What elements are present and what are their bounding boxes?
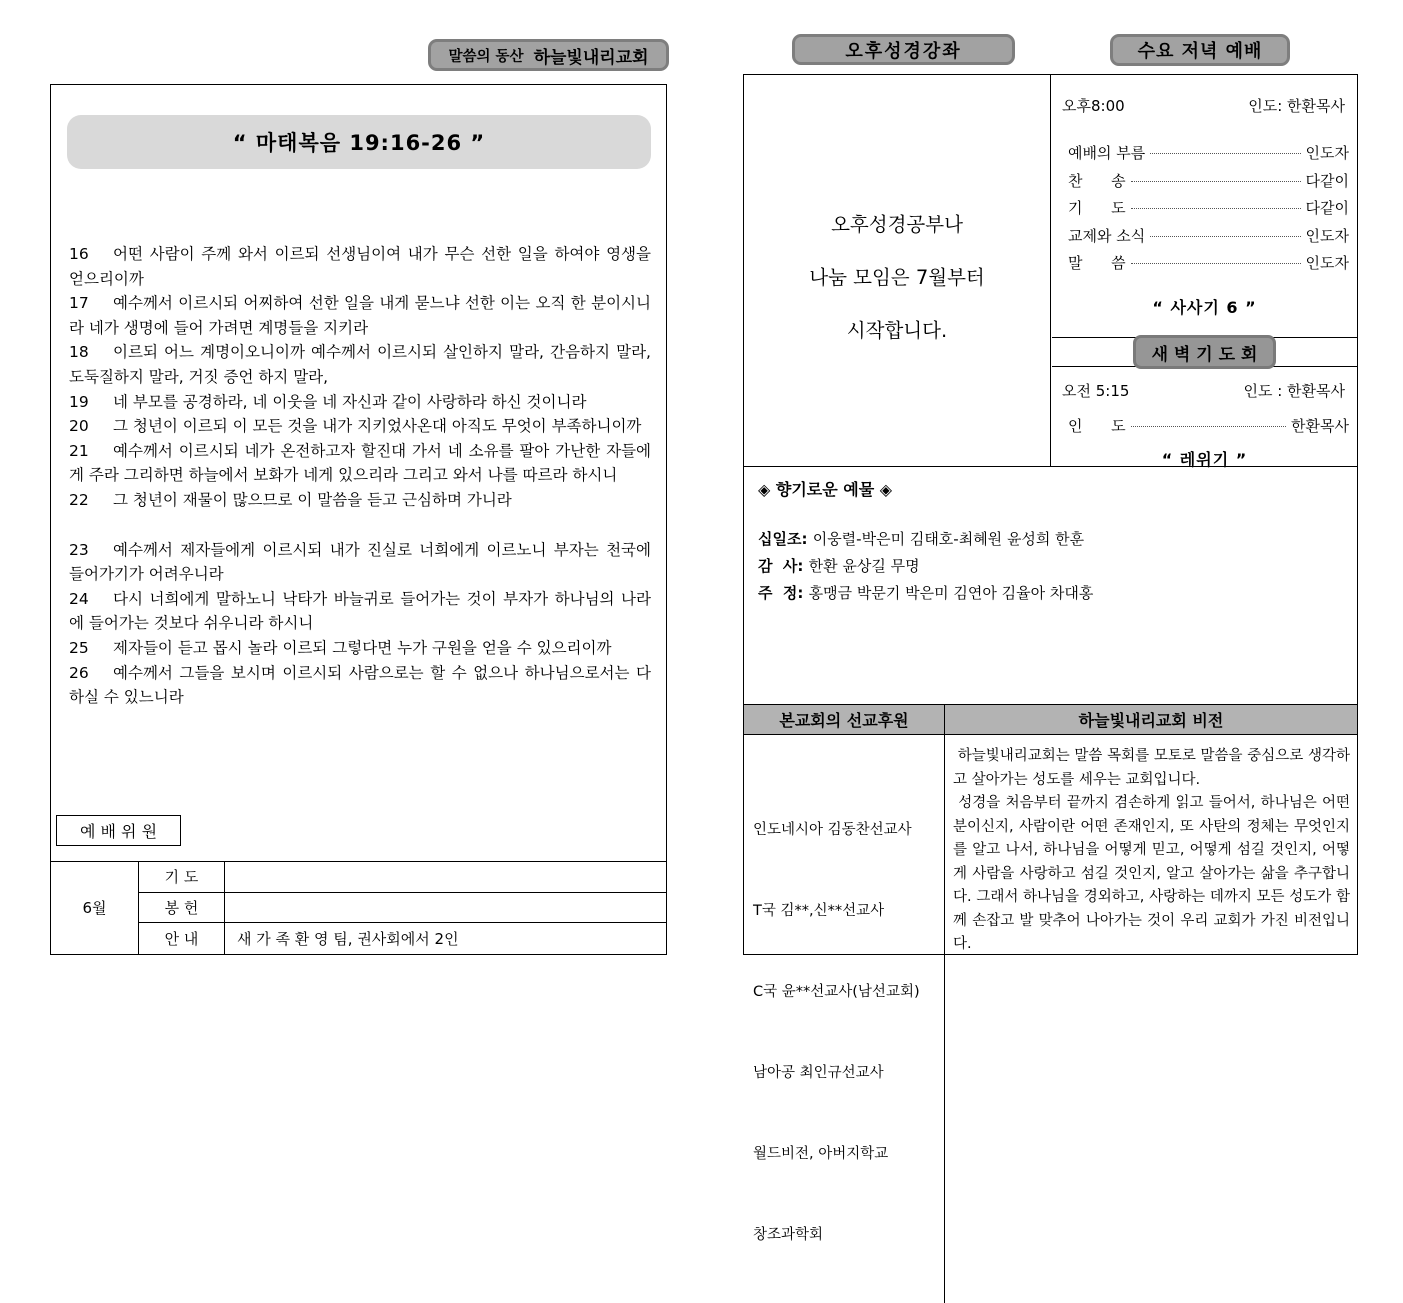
mission-item-6: 창조과학회: [753, 1227, 824, 1243]
verse-20: 20 그 청년이 이르되 이 모든 것을 내가 지키었사온대 아직도 무엇이 부족하니이까: [69, 417, 642, 436]
verse-26: 26 예수께서 그들을 보시며 이르시되 사람으로는 할 수 없으나 하나님으로서는 다 하실 수 있느니라: [69, 663, 651, 707]
committee-value-offering: [225, 893, 666, 924]
church-vision-header: 하늘빛내리교회 비전: [945, 705, 1357, 735]
mission-support-header: 본교회의 선교후원: [744, 705, 945, 735]
dawn-time-row: [1052, 368, 1357, 401]
church-name-badge: [428, 39, 669, 71]
offering-row-tithe: 십일조: 이웅렬-박은미 김태호-최혜원 윤성희 한훈: [758, 530, 1085, 548]
committee-month-cell: 6월: [51, 862, 139, 954]
wednesday-evening-service-badge: 수요 저녁 예배: [1110, 34, 1290, 66]
dotted-leader: [1150, 236, 1300, 237]
dawn-prayer-badge: 새 벽 기 도 회: [1133, 335, 1277, 369]
wednesday-service-order: [1052, 75, 1357, 318]
scripture-passage: [69, 242, 651, 710]
church-motto-text: 말씀의 동산: [448, 48, 524, 65]
verse-24: 24 다시 너희에게 말하노니 낙타가 바늘귀로 들어가는 것이 부자가 하나님의 나라에 들어가는 것보다 쉬우니라 하시니: [69, 589, 651, 633]
committee-value-prayer: [225, 862, 666, 893]
church-vision-text: [945, 735, 1357, 1303]
committee-value-guide: 새 가 족 환 영 팀, 권사회에서 2인: [237, 930, 459, 949]
offering-heading: ◈ 향기로운 예물 ◈: [758, 480, 893, 499]
dotted-leader: [1131, 181, 1301, 182]
service-leader: 인도: 한환목사: [1248, 97, 1345, 115]
notice-line-2: 나눔 모임은 7월부터: [809, 265, 985, 289]
committee-role-prayer: 기 도: [139, 862, 225, 893]
dotted-leader: [1131, 208, 1301, 209]
service-time-row: [1052, 75, 1357, 116]
offering-section: [744, 466, 1357, 704]
vision-paragraph-2: 성경을 처음부터 끝까지 겸손하게 읽고 들어서, 하나님은 어떤 분이신지, 사람이란 어떤 존재인지, 또 사탄의 정체는 무엇인지를 알고 나서, 하나님을 어떻게 믿고, 어떻게 섬길 것인지, 어떻게 사람을 사랑하고 섬길 것인지, 알고 살아가는 삶을 추구합니다. 그래서 하나님을 경외하고, 사랑하는 데까지 모든 성도가 함께 손잡고 발 맞추어 나아가는 것이 우리 교회가 가진 비전입니다.: [953, 795, 1355, 952]
verse-16: 16 어떤 사람이 주께 와서 이르되 선생님이여 내가 무슨 선한 일을 하여야 영생을 얻으리이까: [69, 245, 651, 288]
dawn-leader: 인도 : 한환목사: [1243, 382, 1345, 400]
order-item-fellowship: 교제와 소식 인도자: [1068, 226, 1349, 245]
verse-17: 17 예수께서 이르시되 어찌하여 선한 일을 내게 묻느냐 선한 이는 오직 한 분이시니라 네가 생명에 들어 가려면 계명들을 지키라: [69, 294, 651, 337]
offering-row-weekly: 주 정: 홍맹금 박문기 박은미 김연아 김율아 차대홍: [758, 584, 1094, 602]
verse-25: 25 제자들이 듣고 몹시 놀라 이르되 그렇다면 누가 구원을 얻을 수 있으리이까: [69, 638, 612, 657]
dawn-order-items: [1052, 415, 1357, 443]
dawn-prayer-section: [1052, 368, 1357, 469]
offering-row-thanks: 감 사: 한환 윤상길 무명: [758, 557, 920, 575]
afternoon-class-notice: [744, 75, 1051, 466]
vision-paragraph-1: 하늘빛내리교회는 말씀 목회를 모토로 말씀을 중심으로 생각하고 살아가는 성도를 세우는 교회입니다.: [953, 748, 1350, 788]
right-page: [743, 74, 1358, 1243]
dawn-prayer-band: [1052, 337, 1357, 367]
dotted-leader: [1150, 153, 1300, 154]
dawn-time: 오전 5:15: [1062, 382, 1130, 400]
left-page: [50, 84, 667, 955]
mission-item-1: 인도네시아 김동찬선교사: [753, 822, 912, 838]
dawn-item-leading: 인 도 한환목사: [1068, 417, 1349, 435]
verse-22: 22 그 청년이 재물이 많으므로 이 말씀을 듣고 근심하며 가니라: [69, 490, 512, 509]
church-name-text: 하늘빛내리교회: [533, 47, 649, 68]
service-order-items: [1052, 142, 1357, 280]
wednesday-scripture: “ 사사기 6 ”: [1152, 297, 1257, 317]
mission-support-list: [744, 735, 945, 1303]
committee-role-guide: 안 내: [139, 923, 225, 954]
mission-item-4: 남아공 최인규선교사: [753, 1065, 884, 1081]
mission-item-3: C국 윤**선교사(남선교회): [753, 984, 920, 1000]
verse-21: 21 예수께서 이르시되 네가 온전하고자 할진대 가서 네 소유를 팔아 가난한 자들에게 주라 그리하면 하늘에서 보화가 네게 있으리라 그리고 와서 나를 따르라 하시니: [69, 441, 651, 485]
service-time: 오후8:00: [1062, 97, 1125, 115]
order-item-hymn: 찬 송 다같이: [1068, 171, 1349, 190]
notice-line-1: 오후성경공부나: [831, 212, 963, 236]
worship-committee-table: [51, 861, 666, 954]
verse-18: 18 이르되 어느 계명이오니이까 예수께서 이르시되 살인하지 말라, 간음하지 말라, 도둑질하지 말라, 거짓 증언 하지 말라,: [69, 343, 651, 386]
scripture-title: “ 마태복음 19:16-26 ”: [67, 115, 651, 169]
dotted-leader: [1131, 426, 1286, 427]
worship-committee-label: 예 배 위 원: [56, 815, 181, 846]
committee-role-offering: 봉 헌: [139, 893, 225, 924]
dotted-leader: [1131, 263, 1301, 264]
offering-rows: [758, 526, 1343, 607]
afternoon-bible-class-badge: 오후성경강좌: [792, 34, 1015, 65]
mission-vision-table: [744, 704, 1357, 1243]
notice-line-3: 시작합니다.: [846, 318, 948, 342]
order-item-prayer: 기 도 다같이: [1068, 199, 1349, 217]
verse-23: 23 예수께서 제자들에게 이르시되 내가 진실로 너희에게 이르노니 부자는 천국에 들어가기가 어려우니라: [69, 540, 651, 584]
verse-19: 19 네 부모를 공경하라, 네 이웃을 네 자신과 같이 사랑하라 하신 것이니라: [69, 392, 587, 411]
dawn-scripture: “ 레위기 ”: [1161, 449, 1248, 469]
order-item-sermon: 말 씀 인도자: [1068, 254, 1349, 272]
wednesday-service-cell: [1052, 75, 1357, 469]
mission-item-2: T국 김**,신**선교사: [753, 903, 885, 919]
order-item-call: 예배의 부름 인도자: [1068, 144, 1349, 162]
mission-item-5: 월드비전, 아버지학교: [753, 1146, 889, 1162]
